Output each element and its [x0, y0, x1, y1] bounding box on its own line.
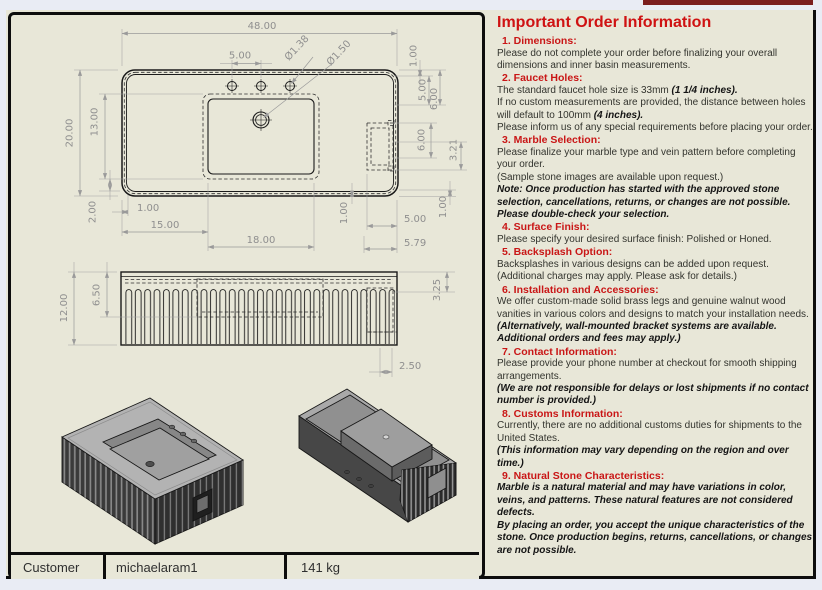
info-section-heading: 2. Faucet Holes: [502, 72, 583, 85]
dimension-label: 1.00 [408, 44, 420, 68]
dimension-label: 2.50 [399, 361, 422, 372]
info-section-paragraph: Please do not complete your order before finalizing your overall dimensions and inner basin measurements. [497, 47, 778, 71]
dimension-label: 18.00 [246, 235, 276, 246]
info-section-heading: 6. Installation and Accessories: [502, 283, 659, 296]
dimension-label: 5.00 [228, 50, 252, 62]
info-section-paragraph: We offer custom-made solid brass legs and genuine walnut wood vanities in various colors and designs to match your installation needs. [497, 296, 809, 320]
dimension-label: 48.00 [247, 21, 277, 32]
dimension-label: 1.00 [339, 201, 350, 225]
info-section-heading: 1. Dimensions: [502, 35, 577, 47]
info-section-paragraph: Please provide your phone number at checkout for smooth shipping arrangements. [497, 358, 797, 382]
top-accent-bar [643, 0, 813, 5]
customer-label-cell: Customer [11, 555, 106, 579]
info-section-paragraph: (This information may vary depending on the region and over time.) [497, 445, 789, 469]
dimension-label: 13.00 [89, 107, 101, 137]
info-section-heading: 3. Marble Selection: [502, 134, 601, 147]
info-section-paragraph: By placing an order, you accept the unique characteristics of the stone. Once production begins, returns, cancellations, or changes are not possible. [497, 519, 813, 556]
dimension-label: 5.79 [404, 238, 427, 249]
dimension-label: 2.00 [87, 200, 99, 224]
info-section-paragraph: Currently, there are no additional customs duties for shipments to the United States. [497, 420, 802, 444]
info-section-heading: 9. Natural Stone Characteristics: [502, 469, 665, 482]
drawing-frame [8, 12, 485, 579]
dimension-label: 1.00 [137, 203, 160, 214]
info-section-paragraph: Please inform us of any special requirements before placing your order. [497, 122, 813, 134]
dimension-label: Ø1.38 [282, 33, 312, 64]
dimension-label: 15.00 [150, 220, 180, 231]
info-section-paragraph: If no custom measurements are provided, the distance between holes will default to 100mm (4 inches). [497, 97, 806, 121]
dimension-label: 3.21 [448, 138, 460, 162]
info-section-paragraph: (Sample stone images are available upon request.) [497, 171, 724, 183]
dimension-label: 12.00 [59, 293, 70, 323]
info-section-paragraph: Marble is a natural material and may have variations in color, veins, and patterns. These natural features are not considered defects. [497, 482, 793, 519]
info-section-heading: 5. Backsplash Option: [502, 246, 613, 259]
dimension-label: 5.00 [404, 214, 427, 225]
sheet-right-border [813, 10, 816, 578]
dimension-label: 5.00 [417, 78, 429, 102]
dimension-label: 6.00 [429, 87, 440, 111]
info-section-heading: 7. Contact Information: [502, 345, 617, 358]
info-sections [497, 35, 813, 557]
info-panel-title: Important Order Information [497, 14, 712, 31]
info-section-paragraph: Please specify your desired surface finish: Polished or Honed. [497, 233, 772, 245]
info-section-paragraph: (Alternatively, wall-mounted bracket systems are available. Additional orders and fees may apply.) [497, 320, 777, 345]
title-block [11, 552, 479, 579]
dimension-label: 1.00 [438, 195, 449, 219]
info-section-paragraph: The standard faucet hole size is 33mm (1 1/4 inches). [497, 84, 738, 96]
weight-cell: 141 kg [301, 559, 341, 575]
dimension-label: 20.00 [64, 118, 76, 148]
info-section-heading: 4. Surface Finish: [502, 221, 590, 234]
info-section-paragraph: Backsplashes in various designs can be added upon request. (Additional charges may apply. Please ask for details.) [497, 258, 769, 283]
dimension-label: 6.50 [91, 283, 103, 307]
info-section-paragraph: Note: Once production has started with the approved stone selection, cancellations, returns, or changes are not possible. Please double-check your selection. [497, 184, 791, 220]
dimension-label: 6.00 [416, 128, 428, 152]
info-section-paragraph: Please finalize your marble type and vein pattern before completing your order. [497, 146, 796, 171]
dimension-label: 3.25 [432, 278, 443, 302]
dimension-label: Ø1.50 [324, 38, 354, 69]
info-panel [497, 13, 813, 575]
customer-value-cell: michaelaram1 [106, 555, 287, 579]
info-section-heading: 8. Customs Information: [502, 407, 623, 420]
info-section-paragraph: (We are not responsible for delays or lost shipments if no contact number is provided.) [497, 383, 809, 407]
